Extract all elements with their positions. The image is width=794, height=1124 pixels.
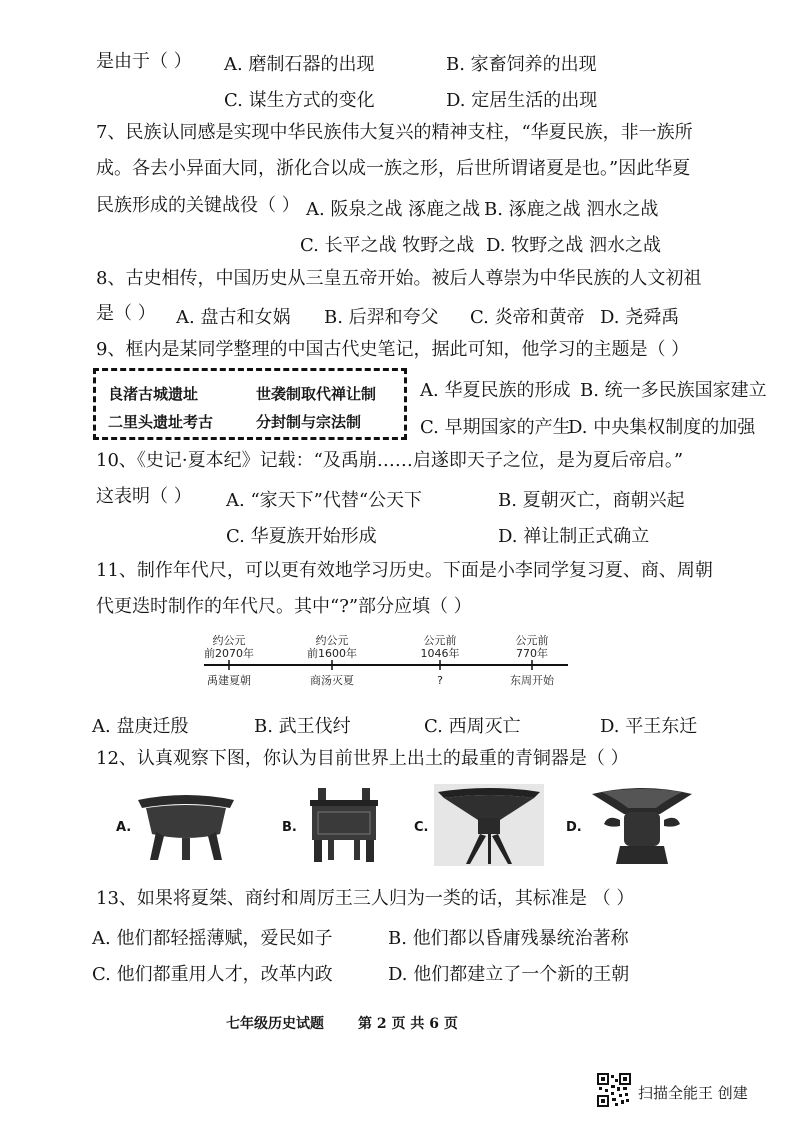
timeline-date-1b: 前2070年 [204,647,254,660]
q8-line1: 8、古史相传，中国历史从三皇五帝开始。被后人尊崇为中华民族的人文初祖 [96,268,702,289]
timeline-date-3b: 1046年 [420,647,460,660]
q9-option-a: A. 华夏民族的形成 [420,380,571,401]
timeline-event-2: 商汤灭夏 [310,674,354,687]
timeline-date-2a: 约公元 [315,634,349,647]
timeline-date-4a: 公元前 [515,634,549,647]
q10-option-b: B. 夏朝灭亡，商朝兴起 [498,490,685,511]
q12-label-d: D. [566,820,582,835]
q10-option-c: C. 华夏族开始形成 [226,526,377,547]
q7-line1: 7、民族认同感是实现中华民族伟大复兴的精神支柱，“华夏民族，非一族所 [96,122,693,143]
q9-option-b: B. 统一多民族国家建立 [580,380,767,401]
q12-label-b: B. [282,820,297,835]
q10-option-a: A. “家天下”代替“公天下 [226,490,423,511]
q12-label-c: C. [414,820,429,835]
q9-note-2: 世袭制取代禅让制 [256,385,377,403]
q11-timeline [196,632,576,696]
qr-code-icon [597,1073,631,1107]
q11-line2: 代更迭时制作的年代尺。其中“?”部分应填（ ） [96,596,472,617]
q8-option-d: D. 尧舜禹 [600,307,680,328]
footer-subject: 七年级历史试题 [226,1016,324,1032]
q12-label-a: A. [116,820,132,835]
q8-option-c: C. 炎帝和黄帝 [470,307,585,328]
q7-option-a: A. 阪泉之战 涿鹿之战 [306,199,481,220]
q9-note-3: 二里头遗址考古 [108,413,214,431]
timeline-date-3a: 公元前 [423,634,457,647]
q9-option-c: C. 早期国家的产生 [420,417,571,438]
q6-option-d: D. 定居生活的出现 [446,90,598,111]
scanner-brand: 扫描全能王 创建 [638,1084,748,1102]
q8-option-a: A. 盘古和女娲 [176,307,291,328]
footer-page-number: 第 2 页 共 6 页 [358,1016,458,1032]
q13-option-c: C. 他们都重用人才，改革内政 [92,964,333,985]
q9-note-1: 良渚古城遗址 [108,385,199,403]
q9-option-d: D. 中央集权制度的加强 [568,417,756,438]
timeline-bottom-labels [207,673,555,687]
timeline-top-labels [204,633,549,660]
q7-option-b: B. 涿鹿之战 泗水之战 [484,199,659,220]
q11-option-a: A. 盘庚迁殷 [92,716,189,737]
q10-option-d: D. 禅让制正式确立 [498,526,650,547]
q6-option-a: A. 磨制石器的出现 [224,54,375,75]
q10-line1: 10、《史记·夏本纪》记载：“及禹崩……启遂即天子之位，是为夏后帝启。” [96,450,684,471]
q8-option-b: B. 后羿和夸父 [324,307,439,328]
q13-option-d: D. 他们都建立了一个新的王朝 [388,964,630,985]
bronze-vessel-d-icon [590,784,694,866]
q10-stem: 这表明（ ） [96,486,192,507]
timeline-date-2b: 前1600年 [307,647,357,660]
q7-line2: 成。各去小异面大同，浙化合以成一族之形，后世所谓诸夏是也。”因此华夏 [96,158,691,179]
timeline-date-1a: 约公元 [212,634,246,647]
q13-option-b: B. 他们都以昏庸残暴统治著称 [388,928,629,949]
bronze-vessel-b-icon [304,786,384,864]
q11-option-b: B. 武王伐纣 [254,716,351,737]
timeline-event-3: ? [437,674,443,687]
q8-stem: 是（ ） [96,303,156,324]
q6-option-c: C. 谋生方式的变化 [224,90,375,111]
q13-option-a: A. 他们都轻摇薄赋，爱民如子 [92,928,333,949]
q9-line1: 9、框内是某同学整理的中国古代史笔记，据此可知，他学习的主题是（ ） [96,339,690,360]
timeline-event-1: 禹建夏朝 [207,674,251,687]
q7-option-d: D. 牧野之战 泗水之战 [486,235,661,256]
q6-stem: 是由于（ ） [96,51,192,72]
q11-option-d: D. 平王东迁 [600,716,698,737]
q9-note-4: 分封制与宗法制 [256,413,362,431]
timeline-date-4b: 770年 [516,647,548,660]
q11-line1: 11、制作年代尺，可以更有效地学习历史。下面是小李同学复习夏、商、周朝 [96,560,713,581]
q7-option-c: C. 长平之战 牧野之战 [300,235,475,256]
bronze-vessel-c-icon [434,784,544,866]
q12-line1: 12、认真观察下图，你认为目前世界上出土的最重的青铜器是（ ） [96,748,629,769]
q9-notes-box [93,368,407,440]
q6-option-b: B. 家畜饲养的出现 [446,54,597,75]
q11-option-c: C. 西周灭亡 [424,716,521,737]
bronze-vessel-a-icon [132,790,240,862]
q13-line1: 13、如果将夏桀、商纣和周厉王三人归为一类的话，其标准是 （ ） [96,888,635,909]
q7-stem: 民族形成的关键战役（ ） [96,195,300,216]
timeline-event-4: 东周开始 [510,674,554,687]
